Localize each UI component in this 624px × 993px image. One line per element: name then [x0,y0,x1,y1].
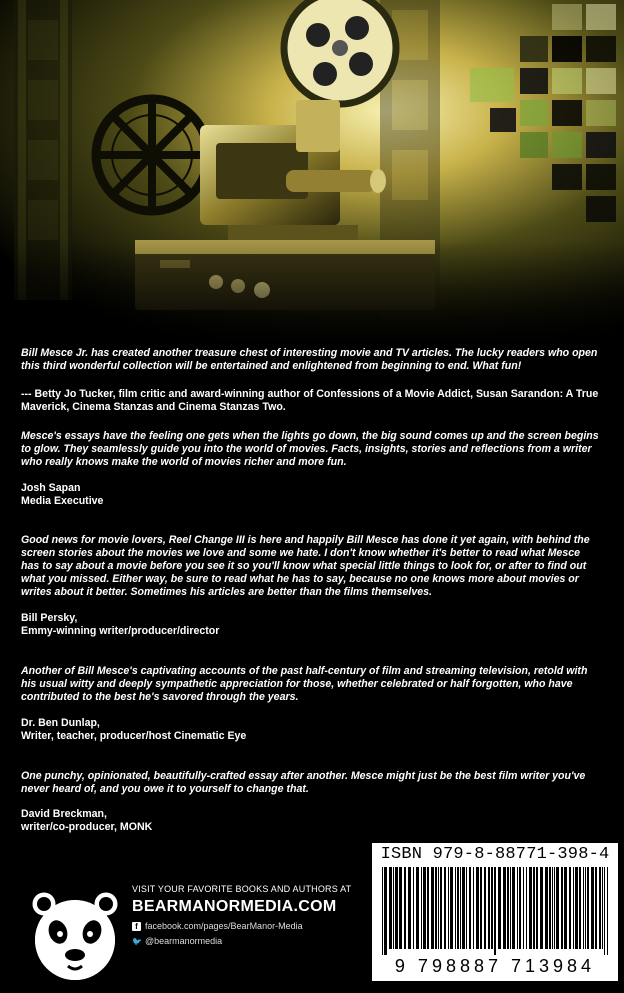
quote-1: Bill Mesce Jr. has created another treasure chest of interesting movie and TV articles. The lucky readers who open this third wonderful collection will be entertained and enlightened from beginning to end. What fun! [21,347,598,372]
barcode-bar [503,867,506,949]
barcode-bar [435,867,437,949]
quote-2-name: Josh Sapan [21,482,81,494]
barcode-bar [476,867,479,949]
barcode-bar [431,867,434,949]
barcode-bar [416,867,419,949]
barcode-bar [554,867,555,949]
publisher-website[interactable]: BEARMANORMEDIA.COM [132,898,337,915]
barcode-bar [382,867,383,955]
barcode-bar [599,867,601,949]
quote-5-attribution [21,808,601,834]
barcode-bar [569,867,571,949]
barcode-bar [494,867,496,955]
twitter-icon: 🐦 [132,936,142,946]
quote-4-name: Dr. Ben Dunlap, [21,717,100,729]
barcode-bar [545,867,548,949]
barcode-bar [488,867,490,949]
facebook-link[interactable] [132,921,303,931]
barcode-bar [473,867,474,949]
barcode-bar [591,867,594,949]
barcode-bar [404,867,406,949]
barcode-bar [529,867,532,949]
barcode-bar [510,867,511,949]
twitter-handle: @bearmanormedia [145,936,223,946]
book-title: Reel Change III [168,534,245,546]
projector-illustration [0,0,624,345]
barcode-bar [462,867,465,949]
isbn-barcode [372,843,618,981]
barcode-bar [536,867,538,949]
barcode-bar [421,867,422,949]
barcode-bar [607,867,608,955]
quote-1-attribution: --- Betty Jo Tucker, film critic and award-winning author of Confessions of a Movie Addict, Susan Sarandon: A True Maverick, Cinema Stanzas and Cinema Stanzas Two. [21,388,599,413]
barcode-bar [448,867,449,949]
barcode-bar [389,867,392,949]
barcode-bar [395,867,398,949]
barcode-bar [526,867,527,949]
facebook-icon: f [132,922,141,931]
quote-3-role: Emmy-winning writer/producer/director [21,625,220,637]
barcode-bar [484,867,486,949]
quote-2-role: Media Executive [21,495,104,507]
quote-3-after: is here and happily Bill Mesce has done it yet again, with behind the screen stories about the movies we love and some we hate. I don't know whether it's better to read what Mesce has to say about a movie before you see it so you'll know what special little things to look for, or after to find out what you missed. Either way, be sure to read what he has to say, because no one knows more about movies or writes about it better. Sometimes his articles are better than the films themselves. [21,534,590,598]
barcode-bar [533,867,535,949]
barcode-bar [595,867,597,949]
visit-tagline: VISIT YOUR FAVORITE BOOKS AND AUTHORS AT [132,884,352,894]
barcode-bar [393,867,394,949]
barcode-bar [440,867,442,949]
barcode-bar [512,867,515,949]
barcode-bar [573,867,574,949]
barcode-bar [556,867,559,949]
ean-digits: 9 798887 713984 [394,956,596,976]
facebook-url: facebook.com/pages/BearManor-Media [145,921,303,931]
barcode-bar [450,867,453,949]
barcode-bar [517,867,518,949]
barcode-bar [583,867,584,949]
quote-3 [21,534,601,599]
barcode-bar [498,867,501,949]
barcode-bar [587,867,589,949]
quote-4-attribution [21,717,601,743]
barcode-bar [460,867,461,949]
barcode-bar [408,867,411,949]
barcode-bar [575,867,578,949]
projector-art [0,0,624,345]
barcode-bar [427,867,429,949]
barcode-bar [604,867,605,955]
barcode-bars [382,867,608,955]
barcode-bar [444,867,446,949]
barcode-bar [579,867,581,949]
barcode-bar [491,867,493,949]
barcode-bar [423,867,426,949]
barcode-bar [413,867,414,949]
quote-2: Mesce's essays have the feeling one gets when the lights go down, the big sound comes up and the screen begins to glow. They seamlessly guide you into the world of movies. Facts, insights, stories and reflections from a writer who really knows make the world of movies richer and more fun. [21,430,599,468]
barcode-bar [585,867,586,949]
quote-5-role: writer/co-producer, MONK [21,821,153,833]
barcode-bar [480,867,482,949]
barcode-bar [507,867,509,949]
barcode-bar [457,867,459,949]
quote-4: Another of Bill Mesce's captivating accounts of the past half-century of film and streaming television, retold with his usual witty and deeply sympathetic appreciation for those, whether celebrated or half forgotten, who have contributed to the best he's savored through the years. [21,665,588,703]
barcode-bar [561,867,563,949]
bear-logo-icon [30,880,120,985]
barcode-bar [540,867,543,949]
quote-3-name: Bill Persky, [21,612,78,624]
barcode-bar [466,867,467,949]
quote-5: One punchy, opinionated, beautifully-crafted essay after another. Mesce might just be the best film writer you've never heard of, and you owe it to yourself to change that. [21,770,586,795]
quote-2-attribution [21,482,601,508]
isbn-label: ISBN 979-8-88771-398-4 [380,845,610,864]
quote-5-name: David Breckman, [21,808,107,820]
barcode-bar [564,867,567,949]
barcode-bar [469,867,471,949]
barcode-bar [438,867,439,949]
quote-3-before: Good news for movie lovers, [21,534,169,546]
barcode-bar [549,867,551,949]
quote-3-attribution [21,612,601,638]
twitter-link[interactable] [132,936,222,946]
barcode-bar [399,867,402,949]
barcode-bar [384,867,387,955]
barcode-bar [523,867,524,949]
barcode-bar [552,867,553,949]
barcode-bar [602,867,603,949]
quote-4-role: Writer, teacher, producer/host Cinematic Eye [21,730,247,742]
barcode-bar [519,867,521,949]
barcode-bar [455,867,456,949]
